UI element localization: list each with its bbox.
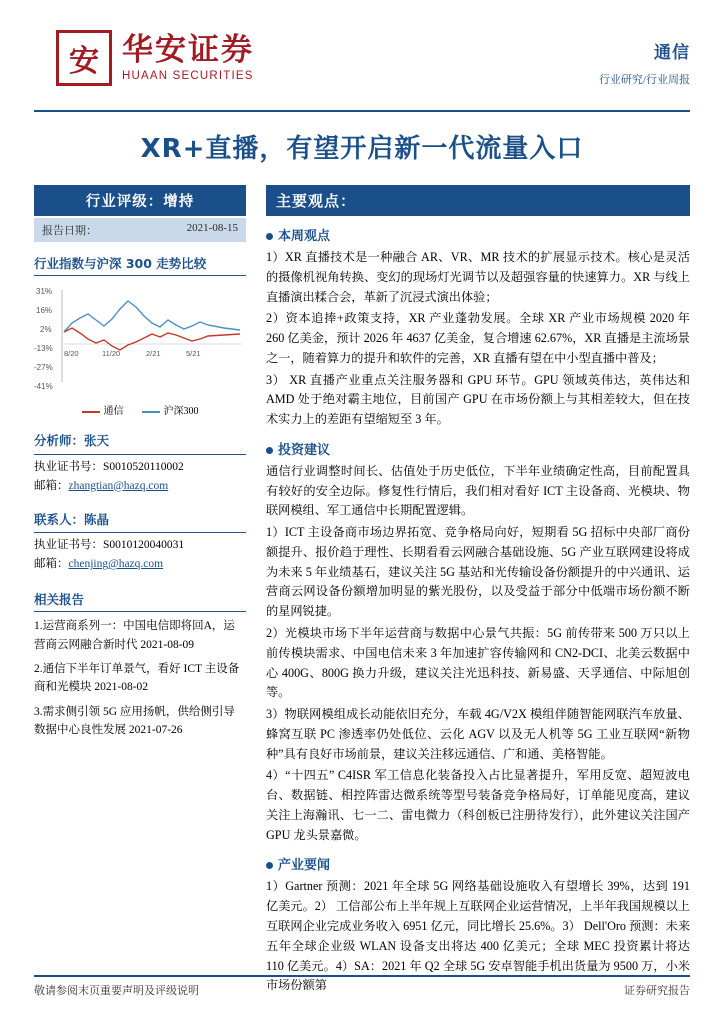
legend-item-hs300: 沪深300 [142, 402, 199, 417]
analyst-label: 分析师：张天 [34, 431, 246, 455]
related-reports-list [34, 617, 246, 739]
industry-label: 通信 [654, 43, 690, 62]
report-type-label: 行业研究/行业周报 [598, 74, 690, 86]
paragraph: 3） XR 直播产业重点关注服务器和 GPU 环节。GPU 领域英伟达，英伟达和 AMD 处于绝对霸主地位，目前国产 GPU 在市场份额上与其相差较大，但在技术实力上的差距有望缩短至 3 年。 [266, 372, 690, 427]
legend-item-tongxin: 通信 [82, 402, 124, 417]
main-points-header: 主要观点： [266, 185, 690, 216]
contact-email-link[interactable]: chenjing@hazq.com [68, 558, 164, 571]
contact-block [34, 510, 246, 575]
section-weekly-view [266, 225, 690, 430]
svg-text:-13%: -13% [34, 344, 53, 353]
bullet-icon [266, 233, 273, 240]
footer-report-type: 证券研究报告 [624, 985, 690, 997]
chart-legend [34, 402, 246, 417]
svg-text:31%: 31% [36, 287, 53, 296]
analyst-email: 邮箱：zhangtian@hazq.com [34, 479, 169, 492]
sidebar-column [34, 185, 246, 958]
footer-disclaimer: 敬请参阅末页重要声明及评级说明 [34, 985, 199, 997]
chart-title: 行业指数与沪深 300 走势比较 [34, 254, 246, 276]
section-heading: 本周观点 [266, 225, 690, 244]
report-date-value: 2021-08-15 [186, 222, 238, 234]
list-item[interactable]: 1.运营商系列一：中国电信即将回A，运营商云网融合新时代 2021-08-09 [34, 620, 235, 651]
page-header [34, 26, 690, 112]
contact-email: 邮箱：chenjing@hazq.com [34, 558, 164, 571]
report-date-row [34, 218, 246, 242]
svg-text:-41%: -41% [34, 382, 53, 391]
svg-text:5/21: 5/21 [186, 349, 201, 358]
header-meta [599, 38, 690, 87]
page-footer [34, 975, 690, 998]
list-item[interactable]: 2.通信下半年订单景气，看好 ICT 主设备商和光模块 2021-08-02 [34, 662, 240, 694]
paragraph: 4）“十四五” C4ISR 军工信息化装备投入占比显著提升，军用反宽、超短波电台、数据链、相控阵雷达微系统等型号装备竞争格局好，订单能见度高，建议关注上海瀚讯、七一二、雷电微力（科创板已注册待发行），此外建议关注国产 GPU 龙头景嘉微。 [266, 768, 690, 842]
svg-text:16%: 16% [36, 306, 53, 315]
bullet-icon [266, 447, 273, 454]
section-heading: 产业要闻 [266, 854, 690, 873]
svg-text:8/20: 8/20 [64, 349, 79, 358]
paragraph: 3）物联网模组成长动能依旧充分，车载 4G/V2X 模组伴随智能网联汽车放量、蜂窝互联 PC 渗透率仍处低位、云化 AGV 以及无人机等 5G 工业互联网“新物种”具有良好市场前景，建议关注移远通信、广和通、美格智能。 [266, 707, 690, 761]
analyst-email-link[interactable]: zhangtian@hazq.com [68, 479, 169, 492]
footer-divider [34, 975, 690, 977]
analyst-cert: 执业证书号：S0010520110002 [34, 460, 184, 473]
svg-text:11/20: 11/20 [102, 349, 121, 358]
index-comparison-chart [34, 282, 246, 417]
contact-label: 联系人：陈晶 [34, 510, 246, 534]
logo-company-en: HUAAN SECURITIES [122, 69, 254, 82]
section-heading: 投资建议 [266, 439, 690, 458]
paragraph: 2）资本追捧+政策支持，XR 产业蓬勃发展。全球 XR 产业市场规模 2020 年 260 亿美金，预计 2026 年 4637 亿美金，复合增速 62.67%，XR 直播是主流场景之一，随着算力的提升和软件的完善，XR 直播有望在中小型直播中普及； [266, 311, 690, 365]
related-reports-label: 相关报告 [34, 590, 246, 612]
logo-company-cn: 华安证券 [122, 32, 254, 69]
paragraph: 1）Gartner 预测：2021 年全球 5G 网络基础设施收入有望增长 39%，达到 191 亿美元。2） 工信部公布上半年规上互联网企业运营情况，上半年我国规模以上互联网企业完成业务收入 6951 亿元，同比增长 25.6%。3） Dell'Oro 预测：未来五年全球企业级 WLAN 设备支出将达 400 亿美元；全球 MEC 投资累计将达 110 亿美元。4）SA：2021 年 Q2 全球 5G 安卓智能手机出货量为 9500 万，小米市场份额第 [266, 879, 691, 993]
list-item[interactable]: 3.需求侧引领 5G 应用扬帆，供给侧引导数据中心良性发展 2021-07-26 [34, 705, 235, 737]
industry-rating-badge: 行业评级：增持 [34, 185, 246, 216]
paragraph: 2）光模块市场下半年运营商与数据中心景气共振：5G 前传带来 500 万只以上前传模块需求、中国电信未来 3 年加速扩容传输网和 CN2-DCI、北美云数据中心 400G、800G 换力升级，建议关注光迅科技、新易盛、天孚通信、中际旭创等。 [266, 626, 690, 700]
page-title: XR+直播，有望开启新一代流量入口 [140, 134, 584, 164]
paragraph: 通信行业调整时间长、估值处于历史低位，下半年业绩确定性高，目前配置具有较好的安全边际。修复性行情后，我们相对看好 ICT 主设备商、光模块、物联网模组、军工通信中长期配置逻辑。 [266, 463, 690, 518]
related-reports-block [34, 590, 246, 739]
report-date-label: 报告日期： [42, 225, 97, 237]
chart-svg [34, 282, 246, 400]
svg-text:-27%: -27% [34, 363, 53, 372]
contact-cert: 执业证书号：S0010120040031 [34, 539, 185, 552]
analyst-block [34, 431, 246, 496]
svg-text:2/21: 2/21 [146, 349, 161, 358]
company-logo [56, 30, 254, 86]
section-investment-advice [266, 439, 690, 846]
paragraph: 1）XR 直播技术是一种融合 AR、VR、MR 技术的扩展显示技术。核心是灵活的摄像机视角转换、变幻的现场灯光调节以及超强容量的快速算力。XR 与线上直播演出糅合会，革新了沉浸式演出体验； [266, 250, 690, 304]
paragraph: 1）ICT 主设备商市场边界拓宽、竞争格局向好，短期看 5G 招标中央部厂商份额提升、报价趋于理性、长期看看云网融合基础设施、5G 产业互联网建设将成为未来 5 年业绩基石，建议关注 5G 基站和光传输设备份额提升的中兴通讯、运营商云网设备份额增加明显的紫光股份，以及受益于部分中低端市场份额不断的星网锐捷。 [266, 525, 690, 619]
svg-text:2%: 2% [40, 325, 52, 334]
bullet-icon [266, 862, 273, 869]
logo-mark-icon: 安 [56, 30, 112, 86]
header-divider [34, 110, 690, 112]
